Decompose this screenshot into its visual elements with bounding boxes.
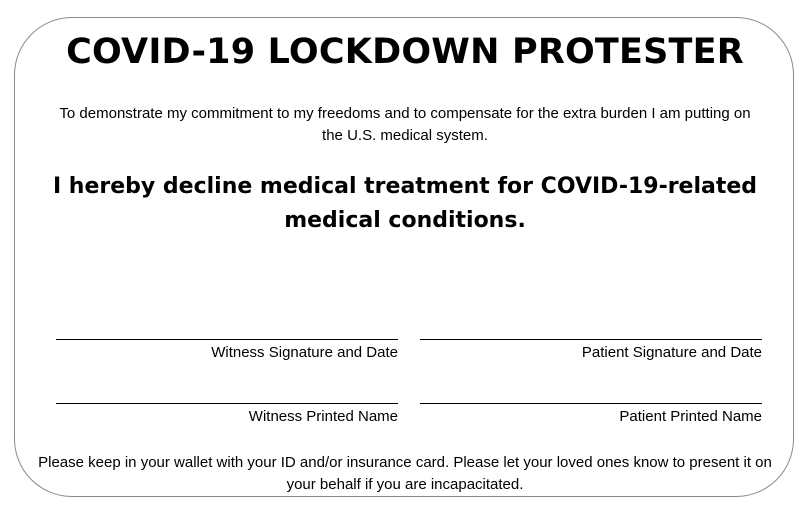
witness-printed-name-line[interactable] xyxy=(56,403,398,404)
witness-signature-line[interactable] xyxy=(56,339,398,340)
card-title: COVID-19 LOCKDOWN PROTESTER xyxy=(66,32,744,72)
decline-statement: I hereby decline medical treatment for COVID-19-related medical conditions. xyxy=(52,174,758,233)
witness-printed-name-label: Witness Printed Name xyxy=(248,408,398,425)
patient-signature-label: Patient Signature and Date xyxy=(581,344,762,361)
intro-statement: To demonstrate my commitment to my freedoms and to compensate for the extra burden I am putting on the U.S. medical system. xyxy=(59,105,751,144)
footer-instructions: Please keep in your wallet with your ID and/or insurance card. Please let your loved ones know to present it on your behalf if you are incapacitated. xyxy=(38,454,772,493)
patient-printed-name-label: Patient Printed Name xyxy=(619,408,762,425)
patient-signature-line[interactable] xyxy=(420,339,762,340)
witness-signature-label: Witness Signature and Date xyxy=(211,344,398,361)
patient-printed-name-line[interactable] xyxy=(420,403,762,404)
